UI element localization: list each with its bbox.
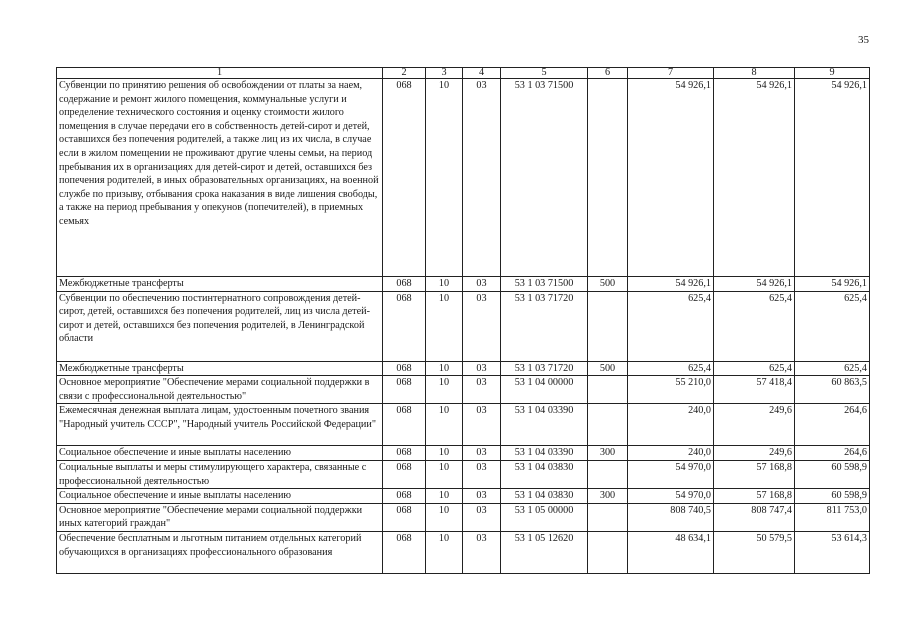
cell-value-8: 249,6 <box>714 446 795 461</box>
col-header-9: 9 <box>795 68 870 79</box>
row-name: Межбюджетные трансферты <box>57 361 383 376</box>
row-name: Субвенции по принятию решения об освобождении от платы за наем, содержание и ремонт жилого помещения, коммунальные услуги и определение технического состояния и оценку стоимости жилого помещения в случае передачи его в собственность детей-сирот и детей, оставшихся без попечения родителей, а также лиц из их числа, в случае если в жилом помещении не проживают другие члены семьи, на период пребывания их в организациях для детей-сирот и детей, оставшихся без попечения родителей, в иных образовательных организациях, на военной службе по призыву, отбывания срока наказания в виде лишения свободы, а также на период пребывания у опекунов (попечителей), в приемных семьях <box>57 79 383 277</box>
cell-value-8: 57 418,4 <box>714 376 795 404</box>
cell-target-code: 53 1 04 03390 <box>501 446 588 461</box>
cell-subsection: 03 <box>463 446 501 461</box>
cell-ministry: 068 <box>383 376 426 404</box>
cell-value-9: 54 926,1 <box>795 277 870 292</box>
cell-value-8: 625,4 <box>714 291 795 361</box>
cell-ministry: 068 <box>383 460 426 488</box>
cell-value-9: 54 926,1 <box>795 79 870 277</box>
table-row <box>57 361 870 376</box>
row-name: Ежемесячная денежная выплата лицам, удостоенным почетного звания "Народный учитель СССР", "Народный учитель Российской Федерации" <box>57 404 383 446</box>
cell-value-9: 60 863,5 <box>795 376 870 404</box>
cell-value-7: 54 926,1 <box>628 277 714 292</box>
col-header-1: 1 <box>57 68 383 79</box>
row-name: Социальные выплаты и меры стимулирующего характера, связанные с профессиональной деятельностью <box>57 460 383 488</box>
cell-value-8: 54 926,1 <box>714 277 795 292</box>
cell-value-8: 54 926,1 <box>714 79 795 277</box>
table-row <box>57 404 870 446</box>
row-name: Субвенции по обеспечению постинтернатного сопровождения детей-сирот, детей, оставшихся без попечения родителей, лиц из числа детей-сирот и детей, оставшихся без попечения родителей, в Ленинградской области <box>57 291 383 361</box>
table-row <box>57 291 870 361</box>
cell-target-code: 53 1 03 71720 <box>501 291 588 361</box>
cell-value-7: 55 210,0 <box>628 376 714 404</box>
cell-value-7: 48 634,1 <box>628 531 714 573</box>
cell-expense-type: 300 <box>588 489 628 504</box>
cell-value-9: 625,4 <box>795 291 870 361</box>
col-header-4: 4 <box>463 68 501 79</box>
cell-value-9: 60 598,9 <box>795 460 870 488</box>
cell-subsection: 03 <box>463 376 501 404</box>
cell-ministry: 068 <box>383 446 426 461</box>
cell-expense-type: 300 <box>588 446 628 461</box>
cell-value-8: 57 168,8 <box>714 489 795 504</box>
cell-target-code: 53 1 05 12620 <box>501 531 588 573</box>
cell-value-9: 625,4 <box>795 361 870 376</box>
cell-value-7: 625,4 <box>628 361 714 376</box>
cell-expense-type <box>588 404 628 446</box>
cell-value-9: 264,6 <box>795 446 870 461</box>
row-name: Основное мероприятие "Обеспечение мерами социальной поддержки в связи с профессиональной деятельностью" <box>57 376 383 404</box>
cell-expense-type: 500 <box>588 277 628 292</box>
table-row <box>57 79 870 277</box>
cell-value-8: 808 747,4 <box>714 503 795 531</box>
row-name: Обеспечение бесплатным и льготным питанием отдельных категорий обучающихся в организациях профессионального образования <box>57 531 383 573</box>
cell-target-code: 53 1 03 71500 <box>501 79 588 277</box>
cell-section: 10 <box>426 361 463 376</box>
cell-value-7: 808 740,5 <box>628 503 714 531</box>
cell-subsection: 03 <box>463 361 501 376</box>
cell-value-9: 60 598,9 <box>795 489 870 504</box>
table-row <box>57 489 870 504</box>
cell-subsection: 03 <box>463 277 501 292</box>
cell-value-8: 57 168,8 <box>714 460 795 488</box>
cell-target-code: 53 1 04 03390 <box>501 404 588 446</box>
cell-target-code: 53 1 03 71720 <box>501 361 588 376</box>
row-name: Социальное обеспечение и иные выплаты населению <box>57 489 383 504</box>
col-header-8: 8 <box>714 68 795 79</box>
cell-ministry: 068 <box>383 489 426 504</box>
cell-ministry: 068 <box>383 361 426 376</box>
table-row <box>57 376 870 404</box>
cell-section: 10 <box>426 446 463 461</box>
cell-ministry: 068 <box>383 291 426 361</box>
col-header-5: 5 <box>501 68 588 79</box>
cell-section: 10 <box>426 291 463 361</box>
cell-subsection: 03 <box>463 404 501 446</box>
cell-section: 10 <box>426 404 463 446</box>
cell-section: 10 <box>426 376 463 404</box>
cell-ministry: 068 <box>383 277 426 292</box>
row-name: Социальное обеспечение и иные выплаты населению <box>57 446 383 461</box>
row-name: Межбюджетные трансферты <box>57 277 383 292</box>
cell-section: 10 <box>426 531 463 573</box>
page-number: 35 <box>858 34 869 46</box>
col-header-2: 2 <box>383 68 426 79</box>
cell-target-code: 53 1 04 03830 <box>501 489 588 504</box>
cell-value-8: 249,6 <box>714 404 795 446</box>
cell-section: 10 <box>426 503 463 531</box>
cell-section: 10 <box>426 277 463 292</box>
cell-value-7: 240,0 <box>628 446 714 461</box>
cell-expense-type <box>588 291 628 361</box>
table-row <box>57 460 870 488</box>
cell-subsection: 03 <box>463 291 501 361</box>
cell-subsection: 03 <box>463 531 501 573</box>
table-row <box>57 277 870 292</box>
table-row <box>57 531 870 573</box>
cell-expense-type <box>588 460 628 488</box>
cell-value-7: 54 926,1 <box>628 79 714 277</box>
cell-value-8: 625,4 <box>714 361 795 376</box>
col-header-3: 3 <box>426 68 463 79</box>
cell-subsection: 03 <box>463 503 501 531</box>
col-header-6: 6 <box>588 68 628 79</box>
cell-target-code: 53 1 04 03830 <box>501 460 588 488</box>
cell-target-code: 53 1 03 71500 <box>501 277 588 292</box>
cell-expense-type: 500 <box>588 361 628 376</box>
table-row <box>57 446 870 461</box>
table-row <box>57 503 870 531</box>
row-name: Основное мероприятие "Обеспечение мерами социальной поддержки иных категорий граждан" <box>57 503 383 531</box>
cell-subsection: 03 <box>463 460 501 488</box>
cell-value-9: 53 614,3 <box>795 531 870 573</box>
cell-section: 10 <box>426 489 463 504</box>
cell-subsection: 03 <box>463 489 501 504</box>
cell-subsection: 03 <box>463 79 501 277</box>
cell-expense-type <box>588 79 628 277</box>
cell-target-code: 53 1 05 00000 <box>501 503 588 531</box>
cell-value-7: 54 970,0 <box>628 460 714 488</box>
cell-ministry: 068 <box>383 503 426 531</box>
cell-ministry: 068 <box>383 79 426 277</box>
cell-section: 10 <box>426 460 463 488</box>
cell-value-7: 54 970,0 <box>628 489 714 504</box>
cell-value-7: 625,4 <box>628 291 714 361</box>
cell-ministry: 068 <box>383 531 426 573</box>
cell-target-code: 53 1 04 00000 <box>501 376 588 404</box>
cell-expense-type <box>588 503 628 531</box>
cell-expense-type <box>588 531 628 573</box>
cell-value-8: 50 579,5 <box>714 531 795 573</box>
col-header-7: 7 <box>628 68 714 79</box>
header-row <box>57 68 870 79</box>
cell-ministry: 068 <box>383 404 426 446</box>
cell-value-9: 811 753,0 <box>795 503 870 531</box>
budget-table <box>56 67 870 574</box>
cell-value-7: 240,0 <box>628 404 714 446</box>
cell-value-9: 264,6 <box>795 404 870 446</box>
cell-section: 10 <box>426 79 463 277</box>
cell-expense-type <box>588 376 628 404</box>
